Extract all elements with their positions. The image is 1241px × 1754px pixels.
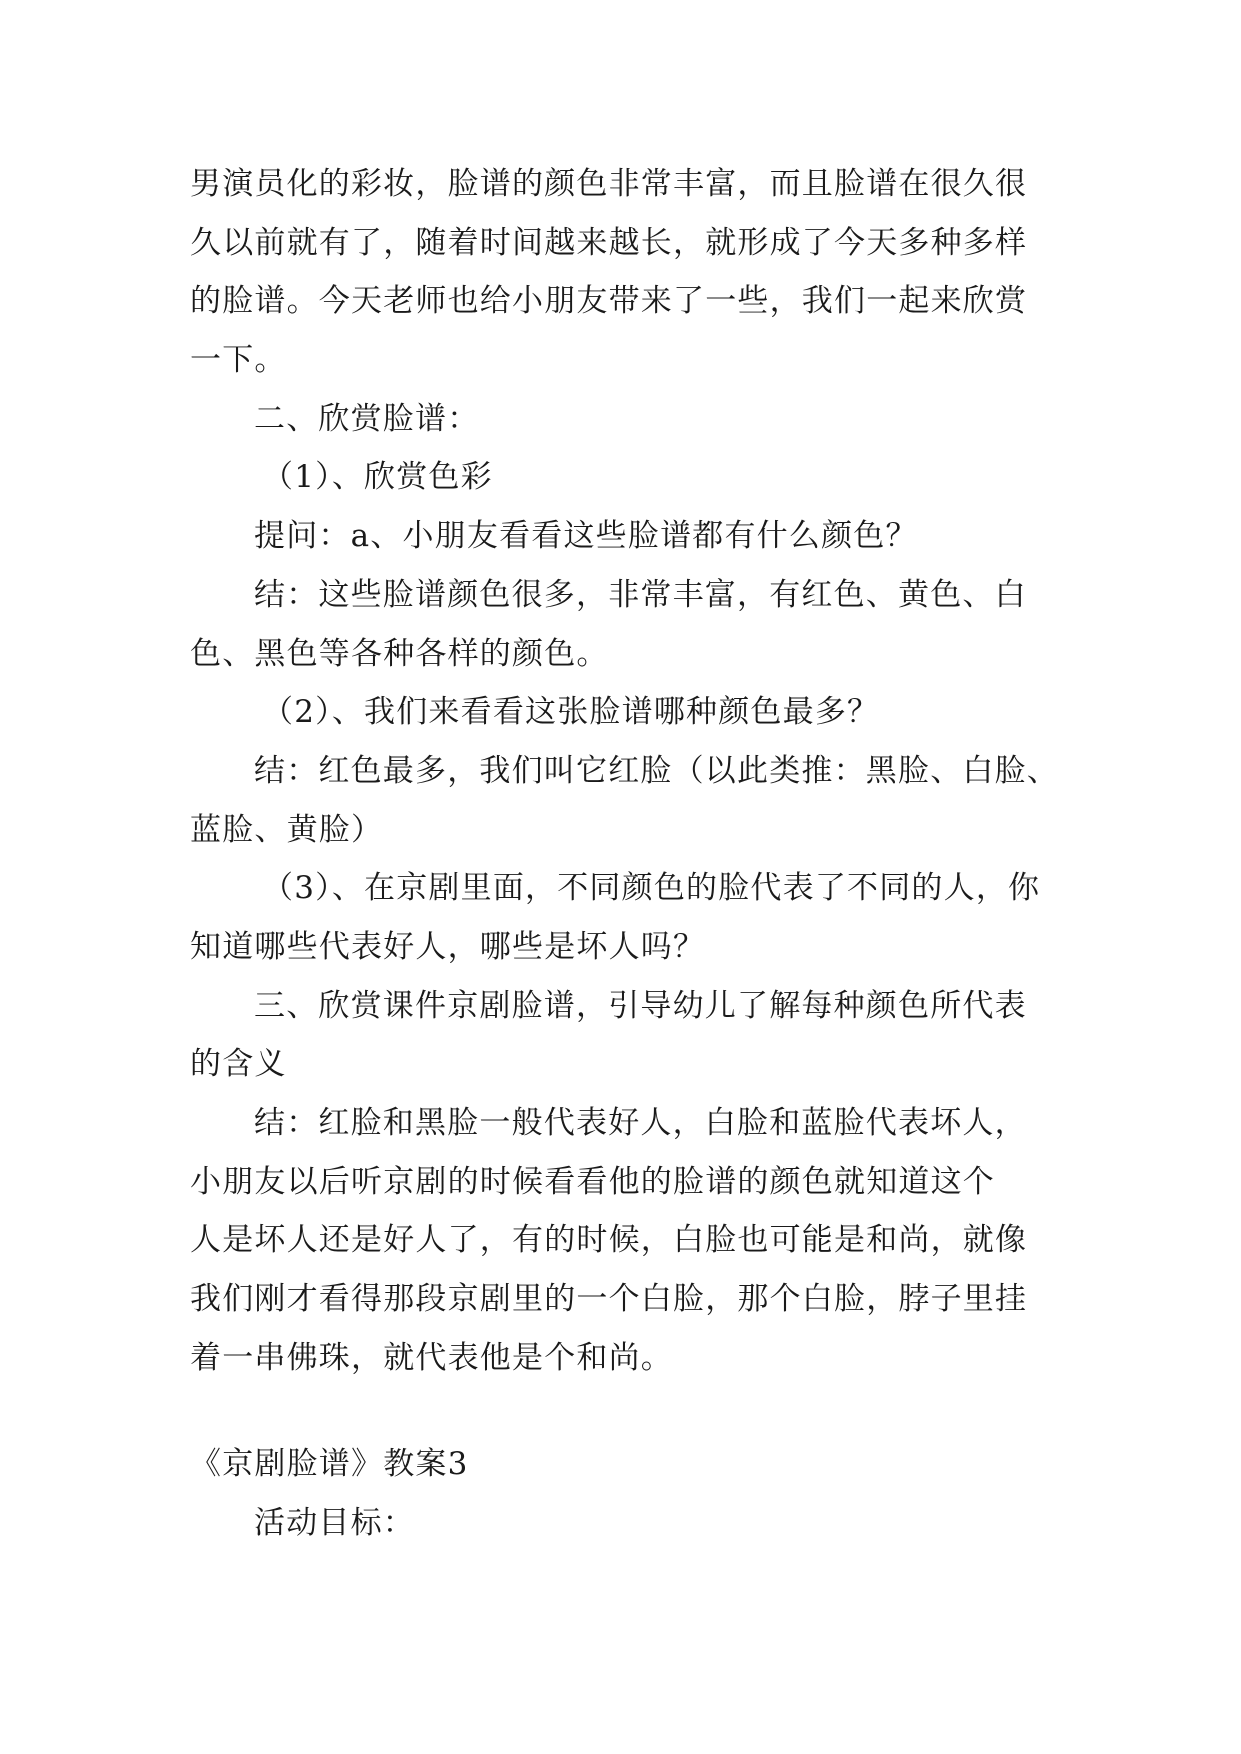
section-heading: 三、欣赏课件京剧脸谱，引导幼儿了解每种颜色所代表	[254, 987, 1027, 1024]
paragraph-line: 人是坏人还是好人了，有的时候，白脸也可能是和尚，就像	[190, 1222, 1028, 1259]
subsection-heading: （2）、我们来看看这张脸谱哪种颜色最多？	[262, 694, 880, 731]
paragraph-line: 结：红色最多，我们叫它红脸（以此类推：黑脸、白脸、	[254, 752, 1059, 789]
paragraph-line: 着一串佛珠，就代表他是个和尚。	[190, 1339, 673, 1376]
subsection-heading: （3）、在京剧里面，不同颜色的脸代表了不同的人，你	[262, 870, 1041, 907]
section-heading: 二、欣赏脸谱：	[254, 400, 480, 437]
paragraph-line: 我们刚才看得那段京剧里的一个白脸，那个白脸，脖子里挂	[190, 1281, 1028, 1318]
paragraph-line: 久以前就有了，随着时间越来越长，就形成了今天多种多样	[190, 224, 1028, 261]
document-page	[190, 155, 1062, 1553]
paragraph-line: 知道哪些代表好人，哪些是坏人吗？	[190, 928, 706, 965]
paragraph-line: 提问：a、小朋友看看这些脸谱都有什么颜色？	[254, 518, 918, 555]
paragraph-line: 的含义	[190, 1046, 287, 1083]
paragraph-line: 男演员化的彩妆，脸谱的颜色非常丰富，而且脸谱在很久很	[190, 166, 1028, 202]
paragraph-line: 色、黑色等各种各样的颜色。	[190, 635, 609, 672]
paragraph-line: 小朋友以后听京剧的时候看看他的脸谱的颜色就知道这个	[190, 1163, 995, 1200]
activity-goal-heading: 活动目标：	[254, 1505, 415, 1542]
paragraph-line: 蓝脸、黄脸）	[190, 811, 384, 848]
paragraph-line: 的脸谱。今天老师也给小朋友带来了一些，我们一起来欣赏	[190, 283, 1028, 320]
paragraph-line: 结：红脸和黑脸一般代表好人，白脸和蓝脸代表坏人，	[254, 1105, 1027, 1141]
paragraph-line: 结：这些脸谱颜色很多，非常丰富，有红色、黄色、白	[254, 576, 1027, 613]
lesson-title: 《京剧脸谱》教案3	[190, 1446, 469, 1483]
subsection-heading: （1）、欣赏色彩	[262, 459, 493, 496]
paragraph-line: 一下。	[190, 342, 287, 379]
section-spacer	[190, 1387, 1062, 1435]
